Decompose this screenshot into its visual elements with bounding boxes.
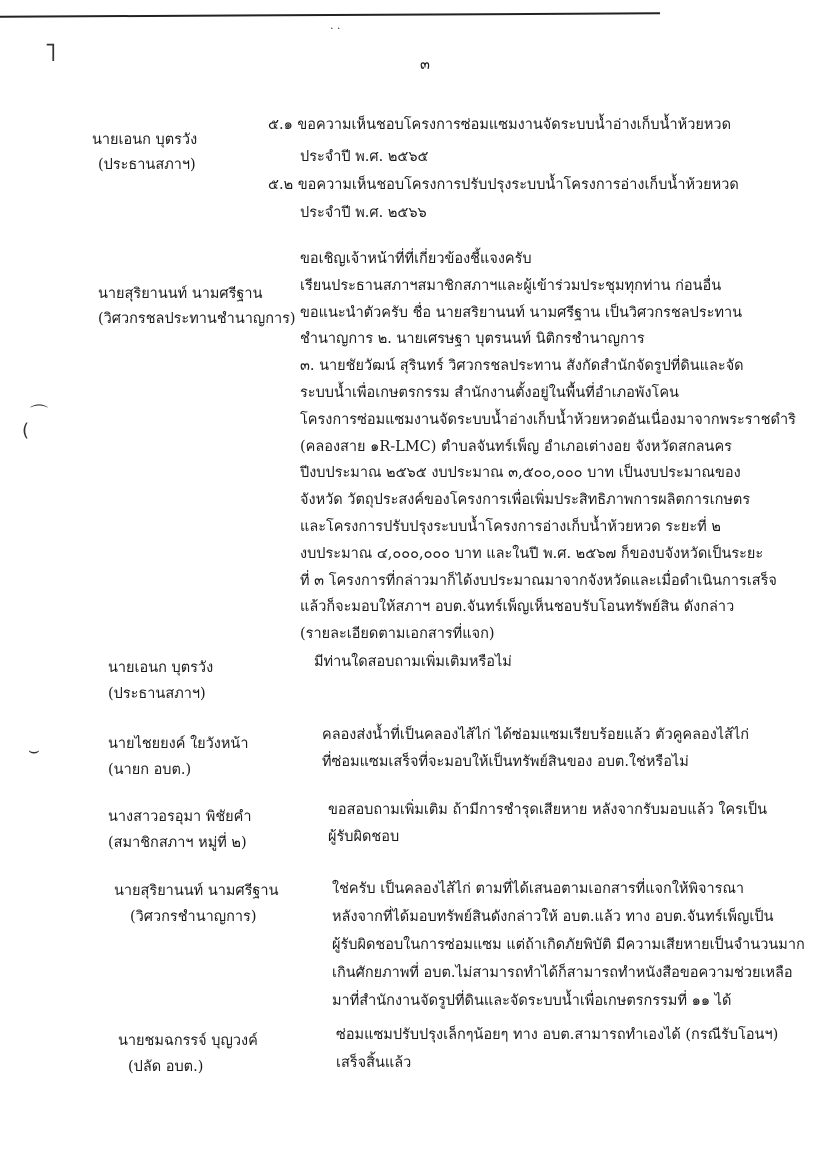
statement-body <box>328 797 767 851</box>
margin-mark: ⌒ <box>30 404 48 425</box>
statement-line: เสร็จสิ้นแล้ว <box>336 1055 412 1071</box>
statement-line: จังหวัด วัตถุประสงค์ของโครงการเพื่อเพิ่มประสิทธิภาพการผลิตการเกษตร <box>300 492 751 509</box>
margin-mark: ⌣ <box>28 740 40 761</box>
statement-body <box>322 722 749 776</box>
statement-line: ระบบน้ำเพื่อเกษตรกรรม สำนักงานตั้งอยู่ในพื้นที่อำเภอพังโคน <box>300 384 679 401</box>
statement-line: ที่ซ่อมแซมเสร็จที่จะมอบให้เป็นทรัพย์สินของ อบต.ใช่หรือไม่ <box>322 754 689 770</box>
statement-line: งบประมาณ ๔,๐๐๐,๐๐๐ บาท และในปี พ.ศ. ๒๕๖๗ ก็ของบจังหวัดเป็นระยะ <box>300 545 764 562</box>
statement-line: ที่ ๓ โครงการที่กล่าวมาก็ได้งบประมาณมาจากจังหวัดและเมื่อดำเนินการเสร็จ <box>300 572 777 589</box>
statement-line: มีท่านใดสอบถามเพิ่มเติมหรือไม่ <box>314 654 512 670</box>
scan-speck: · · <box>330 22 341 35</box>
speaker-role: (ปลัด อบต.) <box>128 1059 204 1075</box>
speaker-name: นายเอนก บุตรวัง <box>92 132 198 148</box>
margin-mark: ( <box>22 420 30 441</box>
speaker-name: นายเอนก บุตรวัง <box>108 660 214 676</box>
speaker-role: (ประธานสภาฯ) <box>108 686 206 702</box>
statement-line: (รายละเอียดตามเอกสารที่แจก) <box>300 626 495 643</box>
speaker-name: นายชมฉกรรจ์ บุญวงค์ <box>118 1033 258 1049</box>
margin-mark: ˥ <box>44 38 57 68</box>
agenda-item: ๕.๒ ขอความเห็นชอบโครงการปรับปรุงระบบน้ำโครงการอ่างเก็บน้ำห้วยหวด <box>268 177 739 193</box>
statement-line: โครงการซ่อมแซมงานจัดระบบน้ำอ่างเก็บน้ำห้วยหวดอันเนื่องมาจากพระราชดำริ <box>300 411 796 428</box>
statement-line: ชำนาญการ ๒. นายเศรษฐา บุตรนนท์ นิติกรชำนาญการ <box>300 331 645 348</box>
top-border-line <box>0 12 660 17</box>
statement-line: แล้วก็จะมอบให้สภาฯ อบต.จันทร์เพ็ญเห็นชอบรับโอนทรัพย์สิน ดังกล่าว <box>300 599 735 616</box>
speaker-name: นางสาวอรอุมา พิชัยคำ <box>108 809 252 825</box>
speaker-role: (วิศวกรชำนาญการ) <box>130 909 257 925</box>
speaker-name: นายสุริยานนท์ นามศรีฐาน <box>114 883 279 899</box>
statement-line: ขอแนะนำตัวครับ ชื่อ นายสริยานนท์ นามศรีฐาน เป็นวิศวกรชลประทาน <box>300 304 743 321</box>
statement-line: เกินศักยภาพที่ อบต.ไม่สามารถทำได้ก็สามารถทำหนังสือขอความช่วยเหลือ <box>332 965 793 981</box>
speaker-role: (นายก อบต.) <box>108 762 192 778</box>
speaker-name: นายสุริยานนท์ นามศรีฐาน <box>98 286 263 302</box>
statement-line: มาที่สำนักงานจัดรูปที่ดินและจัดระบบน้ำเพื่อเกษตรกรรมที่ ๑๑ ได้ <box>332 993 732 1009</box>
statement-body <box>336 1021 778 1077</box>
statement-line: หลังจากที่ได้มอบทรัพย์สินดังกล่าวให้ อบต.แล้ว ทาง อบต.จันทร์เพ็ญเป็น <box>332 909 774 925</box>
speaker-role: (สมาชิกสภาฯ หมู่ที่ ๒) <box>108 835 247 851</box>
speaker-name: นายไชยยงค์ ใยวังหน้า <box>108 736 249 752</box>
statement-line: ผู้รับผิดชอบในการซ่อมแซม แต่ถ้าเกิดภัยพิบัติ มีความเสียหายเป็นจำนวนมาก <box>332 937 805 953</box>
statement-line: ขอเชิญเจ้าหน้าที่ที่เกี่ยวข้องชี้แจงครับ <box>300 251 532 267</box>
statement-body <box>300 246 796 648</box>
statement-line: เรียนประธานสภาฯสมาชิกสภาฯและผู้เข้าร่วมประชุมทุกท่าน ก่อนอื่น <box>300 277 722 294</box>
statement-line: และโครงการปรับปรุงระบบน้ำโครงการอ่างเก็บน้ำห้วยหวด ระยะที่ ๒ <box>300 518 721 535</box>
page-number: ๓ <box>420 57 430 73</box>
statement-body <box>332 875 805 1015</box>
speaker-role: (วิศวกรชลประทานชำนาญการ) <box>98 311 296 327</box>
statement-line: ซ่อมแซมปรับปรุงเล็กๆน้อยๆ ทาง อบต.สามารถทำเองได้ (กรณีรับโอนฯ) <box>336 1027 779 1043</box>
agenda-item-year: ประจำปี พ.ศ. ๒๕๖๖ <box>300 205 427 221</box>
statement-line: คลองส่งน้ำที่เป็นคลองไส้ไก่ ได้ซ่อมแซมเรียบร้อยแล้ว ตัวคูคลองไส้ไก่ <box>322 727 750 743</box>
speaker-role: (ประธานสภาฯ) <box>98 157 196 173</box>
agenda-item-year: ประจำปี พ.ศ. ๒๕๖๕ <box>300 149 429 165</box>
statement-line: ปีงบประมาณ ๒๕๖๕ งบประมาณ ๓,๕๐๐,๐๐๐ บาท เป็นงบประมาณของ <box>300 465 741 482</box>
statement-line: ผู้รับผิดชอบ <box>328 829 400 845</box>
statement-line: ใช่ครับ เป็นคลองไส้ไก่ ตามที่ได้เสนอตามเอกสารที่แจกให้พิจารณา <box>332 881 745 897</box>
agenda-item: ๕.๑ ขอความเห็นชอบโครงการซ่อมแซมงานจัดระบบน้ำอ่างเก็บน้ำห้วยหวด <box>268 117 731 133</box>
statement-line: ขอสอบถามเพิ่มเติม ถ้ามีการชำรุดเสียหาย หลังจากรับมอบแล้ว ใครเป็น <box>328 802 767 818</box>
statement-line: ๓. นายชัยวัฒน์ สุรินทร์ วิศวกรชลประทาน สังกัดสำนักจัดรูปที่ดินและจัด <box>300 358 744 375</box>
statement-line: (คลองสาย ๑R-LMC) ตำบลจันทร์เพ็ญ อำเภอเต่างอย จังหวัดสกลนคร <box>300 438 732 455</box>
